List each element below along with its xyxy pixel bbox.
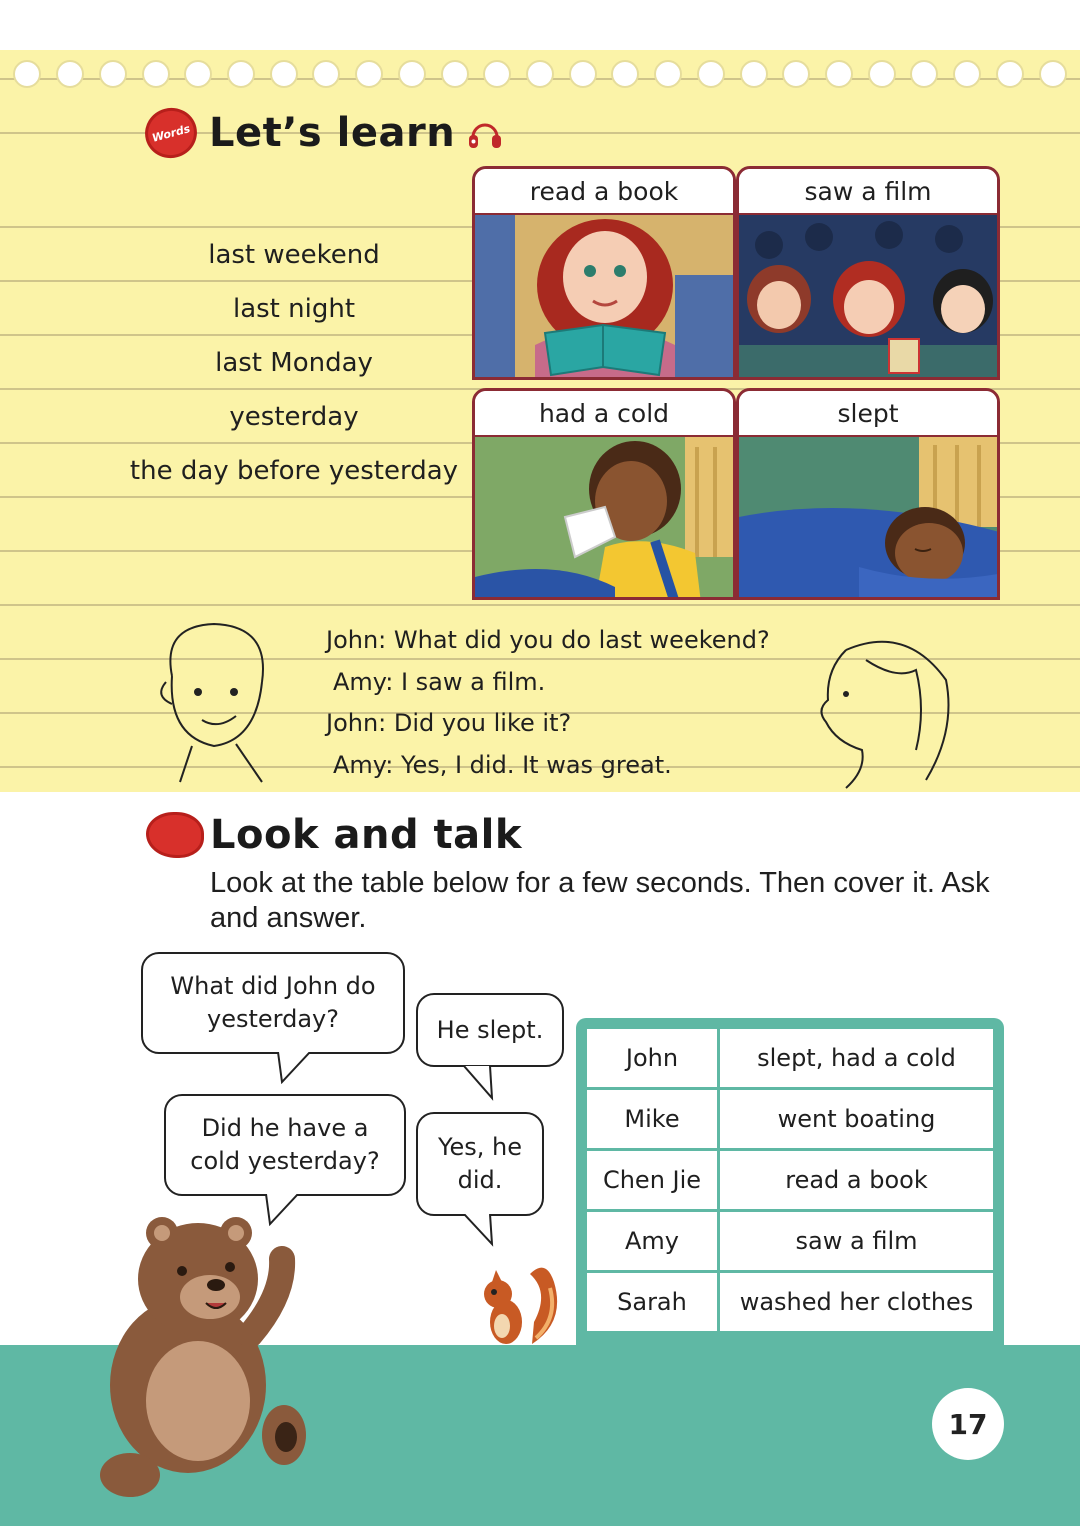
boy-sleeping-illustration	[739, 437, 997, 597]
bear-illustration	[70, 1205, 310, 1505]
dialogue-line: John: What did you do last weekend?	[326, 626, 770, 654]
girl-reading-illustration	[475, 215, 733, 377]
dialogue-line: Amy: I saw a film.	[333, 668, 546, 696]
instructions-text: Look at the table below for a few seconds. Then cover it. Ask and answer.	[210, 867, 990, 934]
ring-hole	[227, 60, 255, 88]
ring-hole	[184, 60, 212, 88]
speech-bubble-answer	[416, 993, 564, 1067]
table-row	[587, 1273, 993, 1331]
ring-hole	[697, 60, 725, 88]
ring-hole	[526, 60, 554, 88]
ring-hole	[441, 60, 469, 88]
time-phrase: last Monday	[215, 348, 373, 378]
john-sketch-image	[152, 616, 276, 786]
ring-hole	[611, 60, 639, 88]
boy-sneezing-illustration	[475, 437, 733, 597]
table-cell-name: Mike	[587, 1090, 717, 1148]
ring-hole	[1039, 60, 1067, 88]
bubble-text: He slept.	[436, 1015, 544, 1044]
look-and-talk-header	[146, 812, 522, 858]
section-title: Let’s learn	[209, 110, 456, 156]
card-label: saw a film	[739, 169, 997, 215]
table-cell-activity: read a book	[720, 1151, 993, 1209]
ring-hole	[996, 60, 1024, 88]
amy-sketch-image	[806, 630, 956, 790]
speech-badge-icon	[146, 812, 204, 858]
bubble-text: What did John do yesterday?	[170, 972, 376, 1033]
table-row	[587, 1029, 993, 1087]
ring-hole	[142, 60, 170, 88]
page-number: 17	[932, 1388, 1004, 1460]
time-phrase: last night	[232, 294, 356, 324]
bubble-tail	[276, 1052, 316, 1084]
card-label: read a book	[475, 169, 733, 215]
time-phrase: last weekend	[208, 240, 380, 270]
table-row	[587, 1090, 993, 1148]
bubble-text: Yes, he did.	[438, 1133, 522, 1194]
card-saw-a-film	[736, 166, 1000, 380]
ring-hole	[56, 60, 84, 88]
lets-learn-header	[145, 108, 505, 158]
boy-sleeping-image	[739, 437, 997, 597]
notebook-rings	[0, 60, 1080, 88]
table-cell-name: John	[587, 1029, 717, 1087]
ring-hole	[910, 60, 938, 88]
ring-hole	[270, 60, 298, 88]
ring-hole	[99, 60, 127, 88]
bubble-tail	[462, 1066, 498, 1102]
ring-hole	[398, 60, 426, 88]
card-label: had a cold	[475, 391, 733, 437]
bubble-tail	[462, 1214, 498, 1248]
badge-label: Words	[150, 121, 192, 145]
girl-reading-image	[475, 215, 733, 377]
ring-hole	[654, 60, 682, 88]
card-slept	[736, 388, 1000, 600]
table-cell-name: Sarah	[587, 1273, 717, 1331]
lets-learn-section	[0, 50, 1080, 792]
cinema-image	[739, 215, 997, 377]
info-table-frame	[576, 1018, 1004, 1348]
ring-hole	[740, 60, 768, 88]
ring-hole	[953, 60, 981, 88]
table-cell-activity: saw a film	[720, 1212, 993, 1270]
squirrel-illustration	[470, 1252, 570, 1348]
table-cell-name: Amy	[587, 1212, 717, 1270]
table-cell-name: Chen Jie	[587, 1151, 717, 1209]
ring-hole	[825, 60, 853, 88]
time-phrase: the day before yesterday	[129, 456, 459, 486]
ring-hole	[569, 60, 597, 88]
boy-cold-image	[475, 437, 733, 597]
words-badge-icon	[139, 102, 202, 164]
ring-hole	[782, 60, 810, 88]
card-had-a-cold	[472, 388, 736, 600]
table-cell-activity: washed her clothes	[720, 1273, 993, 1331]
table-cell-activity: went boating	[720, 1090, 993, 1148]
info-table	[584, 1026, 996, 1334]
dialogue-line: John: Did you like it?	[326, 709, 572, 737]
ring-hole	[312, 60, 340, 88]
speech-bubble-question	[164, 1094, 406, 1196]
time-phrase: yesterday	[229, 402, 359, 432]
dialogue-line: Amy: Yes, I did. It was great.	[333, 751, 672, 779]
cinema-illustration	[739, 215, 997, 377]
table-cell-activity: slept, had a cold	[720, 1029, 993, 1087]
card-read-a-book	[472, 166, 736, 380]
speech-bubble-answer	[416, 1112, 544, 1216]
speech-bubble-question	[141, 952, 405, 1054]
card-label: slept	[739, 391, 997, 437]
ring-hole	[13, 60, 41, 88]
section-title: Look and talk	[210, 812, 522, 858]
ring-hole	[868, 60, 896, 88]
table-row	[587, 1212, 993, 1270]
table-row	[587, 1151, 993, 1209]
bubble-text: Did he have a cold yesterday?	[190, 1114, 380, 1175]
headphones-icon[interactable]	[465, 113, 505, 153]
ring-hole	[483, 60, 511, 88]
ring-hole	[355, 60, 383, 88]
